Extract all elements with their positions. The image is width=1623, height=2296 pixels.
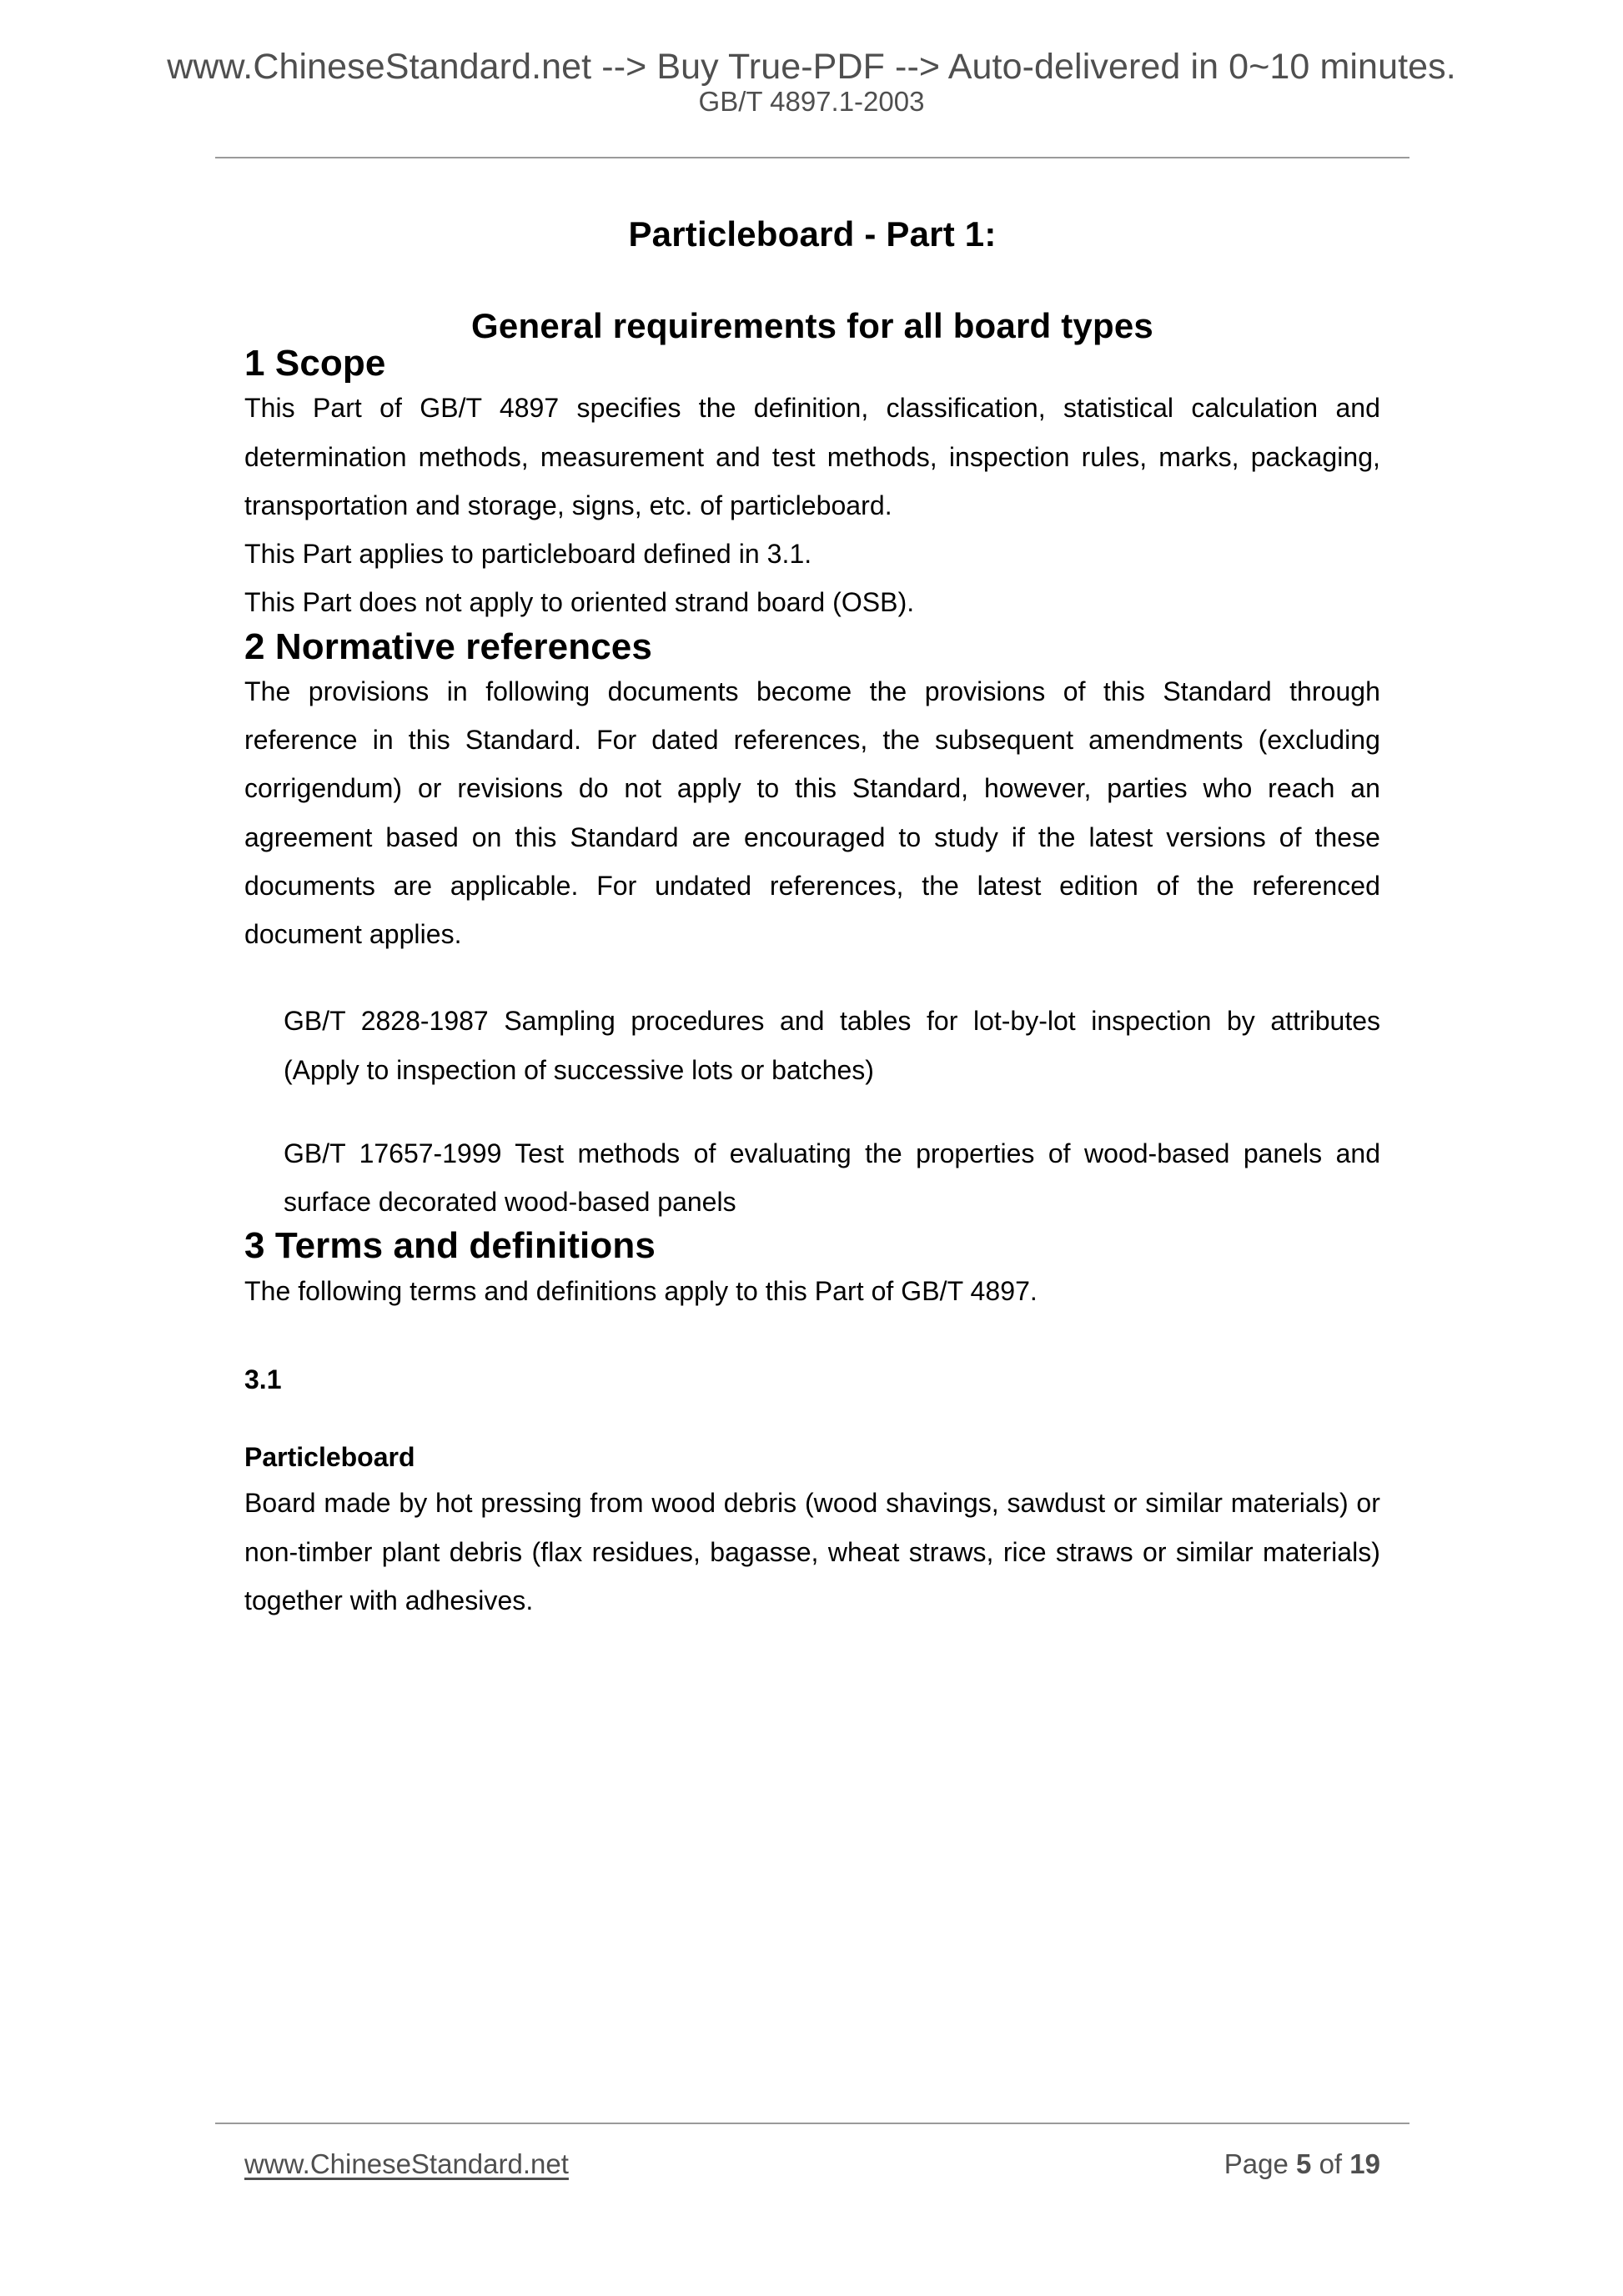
normative-reference-item: GB/T 17657-1999 Test methods of evaluating the properties of wood-based panels and surface decorated wood-based panels [284, 1138, 1380, 1218]
term-definition-particleboard: Board made by hot pressing from wood debris (wood shavings, sawdust or similar materials) or non-timber plant debris (flax residues, bagasse, wheat straws, rice straws or similar materials) together with adhesives. [244, 1488, 1380, 1615]
section-heading-scope: 1 Scope [244, 343, 386, 384]
normative-references-intro: The provisions in following documents become the provisions of this Standard through reference in this Standard. For dated references, the subsequent amendments (excluding corrigendum) or revisions do not apply to this Standard, however, parties who reach an agreement based on this Standard are encouraged to study if the latest versions of these documents are applicable. For undated references, the latest edition of the referenced document applies. [244, 676, 1380, 950]
scope-paragraph-2: This Part applies to particleboard defined in 3.1. [244, 539, 812, 570]
header-promo-text: www.ChineseStandard.net --> Buy True-PDF --> Auto-delivered in 0~10 minutes. [167, 47, 1456, 87]
section-heading-normative-references: 2 Normative references [244, 625, 652, 667]
footer-page-number [1224, 2148, 1380, 2180]
section-heading-terms-and-definitions: 3 Terms and definitions [244, 1225, 656, 1267]
page-header [0, 47, 1623, 118]
footer-page-label: Page [1224, 2148, 1289, 2179]
document-title-line-2: General requirements for all board types [471, 306, 1153, 345]
footer-page-of: of [1319, 2148, 1343, 2179]
scope-paragraph-1: This Part of GB/T 4897 specifies the definition, classification, statistical calculation and determination methods, measurement and test methods, inspection rules, marks, packaging, transportation and storage, signs, etc. of particleboard. [244, 393, 1380, 520]
footer-divider [215, 2123, 1409, 2124]
header-standard-number: GB/T 4897.1-2003 [698, 86, 925, 118]
footer-page-total: 19 [1349, 2148, 1380, 2179]
clause-number-3-1: 3.1 [244, 1364, 282, 1394]
footer-site-link[interactable]: www.ChineseStandard.net [244, 2148, 569, 2179]
header-divider [215, 157, 1409, 158]
scope-paragraph-3: This Part does not apply to oriented strand board (OSB). [244, 587, 915, 618]
footer-page-current: 5 [1296, 2148, 1312, 2179]
terms-intro-paragraph: The following terms and definitions apply to this Part of GB/T 4897. [244, 1275, 1038, 1306]
term-name-particleboard: Particleboard [244, 1442, 415, 1473]
page-footer [244, 2148, 1380, 2180]
normative-reference-item: GB/T 2828-1987 Sampling procedures and tables for lot-by-lot inspection by attributes (Apply to inspection of successive lots or batches) [284, 1006, 1380, 1085]
document-content [244, 205, 1380, 1625]
document-title-line-1: Particleboard - Part 1: [628, 214, 997, 254]
